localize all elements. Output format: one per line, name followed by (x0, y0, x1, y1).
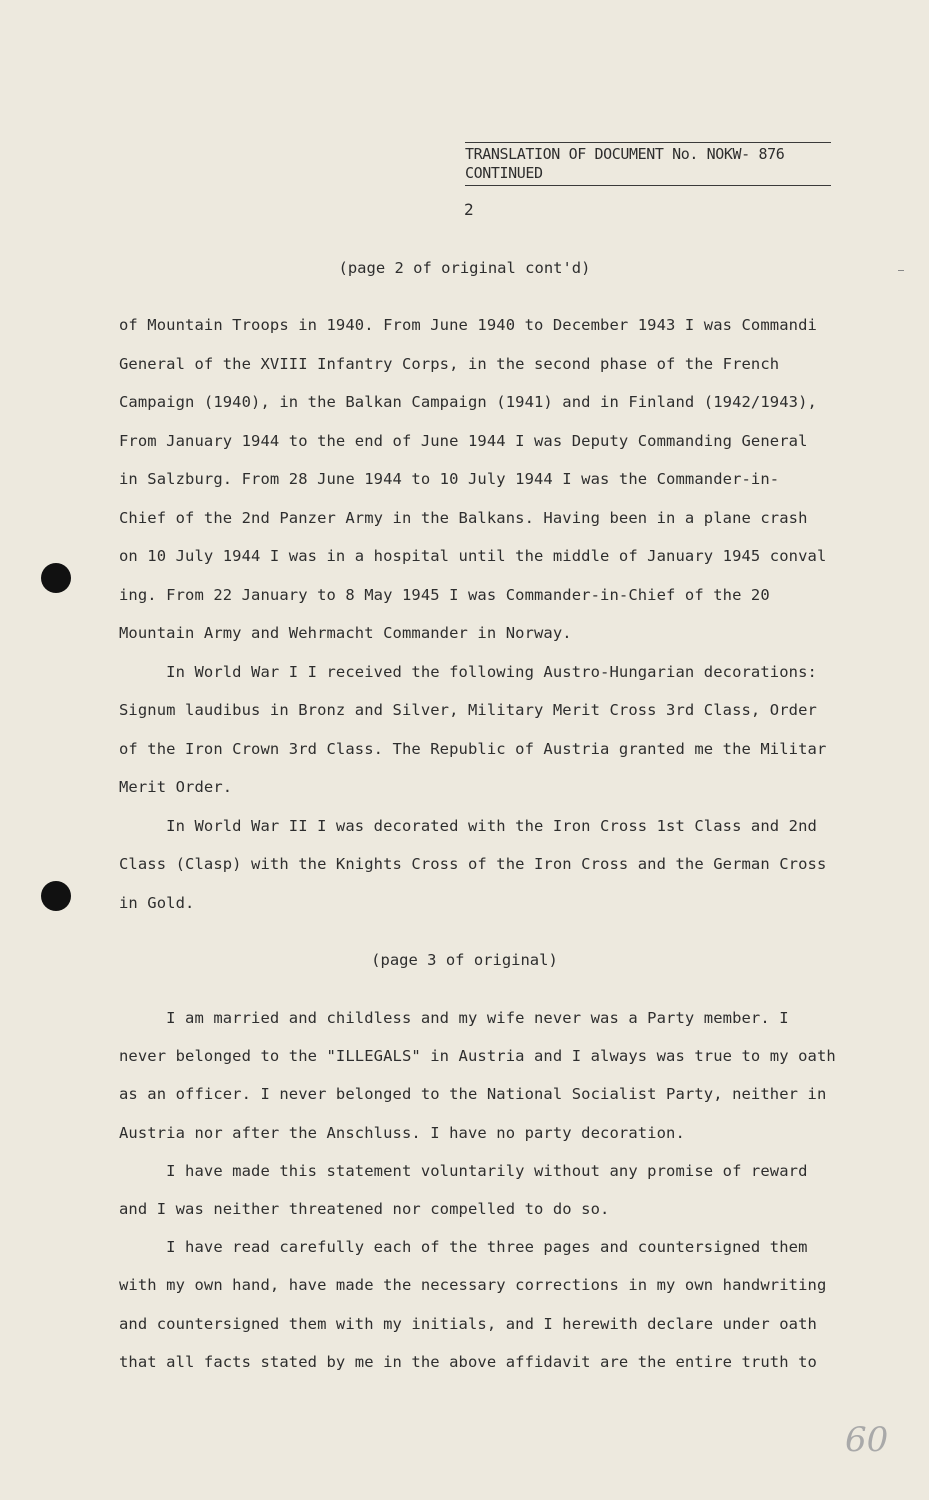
text-line: never belonged to the "ILLEGALS" in Austria and I always was true to my oath (119, 1047, 836, 1066)
section1-heading: (page 2 of original cont'd) (338, 259, 591, 277)
punch-hole-bottom (41, 881, 71, 911)
text-line: and I was neither threatened nor compelled to do so. (119, 1200, 610, 1218)
text-line: as an officer. I never belonged to the National Socialist Party, neither in (119, 1085, 827, 1104)
punch-hole-top (41, 563, 71, 593)
text-line: of the Iron Crown 3rd Class. The Republic of Austria granted me the Militar (119, 739, 827, 758)
text-line: ing. From 22 January to 8 May 1945 I was Commander-in-Chief of the 20 (119, 585, 770, 604)
text-line: Class (Clasp) with the Knights Cross of the Iron Cross and the German Cross (119, 855, 827, 873)
header-continued: CONTINUED (465, 164, 543, 182)
text-line: Austria nor after the Anschluss. I have no party decoration. (119, 1123, 685, 1142)
text-line: and countersigned them with my initials, and I herewith declare under oath (119, 1314, 817, 1333)
text-line: From January 1944 to the end of June 1944 I was Deputy Commanding General (119, 431, 808, 450)
text-line: on 10 July 1944 I was in a hospital until the middle of January 1945 conval (119, 547, 827, 565)
text-line: in Salzburg. From 28 June 1944 to 10 July 1944 I was the Commander-in- (119, 470, 780, 488)
text-line: of Mountain Troops in 1940. From June 1940 to December 1943 I was Commandi (119, 316, 817, 334)
page-number: 2 (464, 200, 474, 219)
section2-heading: (page 3 of original) (371, 951, 558, 969)
text-line: Merit Order. (119, 778, 233, 796)
text-line: in Gold. (119, 893, 195, 912)
text-line: Signum laudibus in Bronz and Silver, Military Merit Cross 3rd Class, Order (119, 701, 817, 719)
text-line: General of the XVIII Infantry Corps, in the second phase of the French (119, 354, 780, 373)
handwritten-page-number: 60 (845, 1420, 889, 1460)
text-line: Chief of the 2nd Panzer Army in the Balkans. Having been in a plane crash (119, 508, 808, 527)
text-line: Mountain Army and Wehrmacht Commander in Norway. (119, 624, 572, 642)
document-header (465, 142, 831, 186)
margin-mark (898, 270, 904, 271)
header-title: TRANSLATION OF DOCUMENT No. NOKW- 876 (465, 145, 785, 163)
text-line: I have read carefully each of the three pages and countersigned them (119, 1238, 808, 1257)
text-line: with my own hand, have made the necessary corrections in my own handwriting (119, 1276, 827, 1295)
text-line: that all facts stated by me in the above affidavit are the entire truth to (119, 1352, 817, 1371)
text-line: In World War II I was decorated with the Iron Cross 1st Class and 2nd (119, 816, 817, 835)
text-line: Campaign (1940), in the Balkan Campaign (1941) and in Finland (1942/1943), (119, 393, 817, 411)
text-line: I have made this statement voluntarily without any promise of reward (119, 1161, 808, 1180)
text-line: In World War I I received the following Austro-Hungarian decorations: (119, 662, 817, 681)
text-line: I am married and childless and my wife never was a Party member. I (119, 1009, 789, 1027)
